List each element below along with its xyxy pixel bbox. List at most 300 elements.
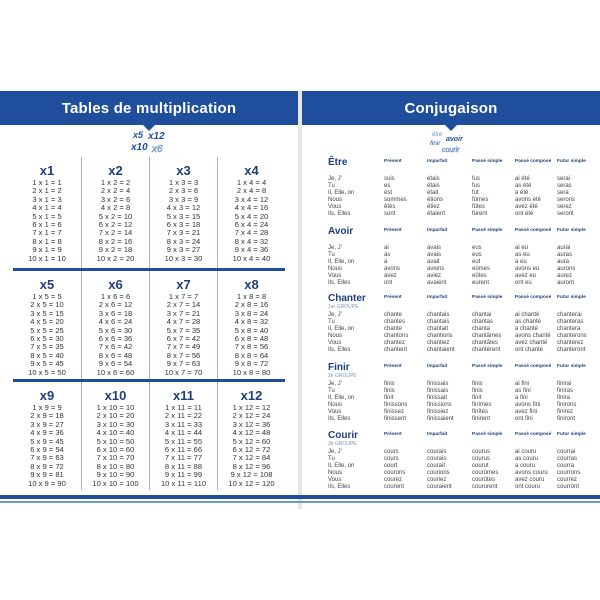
times-table-line: 2 x 3 = 6: [168, 186, 199, 196]
pronoun-column: [328, 381, 354, 423]
times-table-line: 6 x 10 = 60: [96, 445, 135, 455]
times-table-line: 6 x 3 = 18: [166, 220, 201, 230]
verb-form: courais: [427, 449, 447, 455]
verb-form: eut: [472, 259, 481, 265]
pronoun: Tu: [328, 319, 335, 325]
times-table-line: 9 x 7 = 63: [166, 359, 201, 369]
times-table: [81, 157, 149, 268]
tense-heading: Passé simple: [472, 295, 503, 300]
pronoun: Il, Elle, on: [328, 326, 355, 332]
verb-form: finissez: [384, 409, 405, 415]
times-table-line: 1 x 1 = 1: [32, 178, 62, 187]
pronoun: Ils, Elles: [328, 416, 351, 422]
times-table-heading: x6: [108, 277, 123, 292]
times-table-line: 5 x 1 = 5: [32, 211, 62, 221]
times-table-heading: x3: [176, 163, 191, 178]
times-table-heading: x2: [108, 163, 123, 178]
times-table-heading: x5: [39, 277, 55, 292]
times-table-line: 9 x 2 = 18: [98, 245, 133, 255]
times-table-line: 1 x 12 = 12: [232, 403, 271, 412]
times-table-line: 2 x 1 = 2: [32, 186, 62, 196]
doodle-x10: x10: [131, 142, 148, 153]
verb-form: fûtes: [472, 204, 486, 210]
verb-form: finissent: [384, 416, 407, 422]
times-table-line: 9 x 3 = 27: [166, 245, 201, 255]
times-table-line: 4 x 1 = 4: [32, 203, 62, 213]
times-table-line: 10 x 11 = 110: [160, 478, 207, 488]
tense-column: [557, 176, 575, 218]
verb-form: avons eu: [515, 266, 540, 272]
times-table-line: 7 x 1 = 7: [32, 228, 62, 238]
verb-form: coururent: [472, 484, 498, 490]
verb-form: avons chanté: [515, 333, 551, 339]
times-table-line: 7 x 7 = 49: [166, 342, 201, 352]
times-table-line: 1 x 4 = 4: [236, 178, 267, 187]
times-table-line: 5 x 12 = 60: [232, 436, 271, 446]
times-table-line: 4 x 4 = 16: [234, 203, 269, 213]
times-table-heading: x1: [39, 163, 55, 178]
verb-form: avez été: [515, 204, 538, 210]
doodle-courir: courir: [442, 147, 460, 154]
pronoun: Ils, Elles: [328, 280, 351, 286]
times-table-line: 1 x 5 = 5: [32, 292, 62, 301]
times-table-line: 8 x 3 = 24: [166, 236, 201, 246]
times-table-line: 7 x 8 = 56: [234, 342, 269, 352]
times-table-line: 4 x 2 = 8: [100, 203, 131, 213]
verb-form: étais: [427, 176, 440, 182]
times-table-line: 9 x 5 = 45: [30, 359, 64, 369]
times-table-line: 3 x 5 = 15: [30, 308, 64, 318]
verb-form: étions: [427, 197, 444, 203]
verb-form: est: [384, 190, 393, 196]
tense-heading: Présent: [384, 432, 402, 437]
times-table-line: 7 x 12 = 84: [232, 453, 271, 463]
verb-form: a chanté: [515, 326, 539, 332]
verb-form: avez couru: [515, 477, 545, 483]
times-table-line: 5 x 5 = 25: [30, 325, 64, 335]
pronoun: Je, J': [328, 176, 342, 182]
times-table-line: 6 x 4 = 24: [234, 220, 269, 230]
tense-column: [472, 449, 498, 491]
verb-form: ai fini: [515, 381, 530, 387]
times-table-line: 8 x 4 = 32: [234, 236, 269, 246]
times-table-heading: x10: [104, 388, 127, 403]
times-table-line: 3 x 2 = 6: [100, 194, 131, 204]
times-table-line: 9 x 12 = 108: [230, 470, 273, 480]
tense-heading: Présent: [384, 364, 402, 369]
tense-heading: Futur simple: [557, 228, 586, 233]
verb-form: ai chanté: [515, 312, 540, 318]
tense-column: [384, 176, 407, 218]
verb-form: fus: [472, 183, 481, 189]
verb-form: courut: [472, 463, 489, 469]
tense-column: [472, 381, 491, 423]
verb-form: finis: [384, 381, 395, 387]
tense-column: [515, 381, 540, 423]
verb-form: cours: [384, 449, 399, 455]
verb-form: avons fini: [515, 402, 541, 408]
times-table-line: 5 x 9 = 45: [30, 436, 64, 446]
tense-heading: Passé composé: [515, 159, 552, 164]
verb-form: avons été: [515, 197, 542, 203]
pronoun: Ils, Elles: [328, 484, 351, 490]
verb-form: serons: [557, 197, 576, 203]
pronoun: Vous: [328, 273, 342, 279]
verb-form: es: [384, 183, 391, 189]
verb-form: finis: [472, 388, 483, 394]
times-table-line: 6 x 5 = 30: [30, 334, 64, 344]
times-table-line: 5 x 11 = 55: [164, 436, 203, 446]
times-table-line: 3 x 12 = 36: [232, 419, 271, 429]
tense-heading: Passé composé: [515, 228, 552, 233]
times-table-line: 5 x 8 = 40: [234, 325, 269, 335]
tense-column: [427, 312, 455, 354]
times-table-line: 6 x 11 = 66: [164, 445, 203, 455]
times-table-line: 7 x 2 = 14: [98, 228, 133, 238]
times-table: [149, 271, 217, 379]
times-table: [149, 382, 217, 490]
verb-form: courûmes: [472, 470, 499, 476]
verb-form: finissiez: [427, 409, 449, 415]
tense-column: [384, 449, 405, 491]
pronoun: Vous: [328, 409, 342, 415]
verb-form: avez: [384, 273, 397, 279]
verb-form: suis: [384, 176, 395, 182]
pronoun: Je, J': [328, 312, 342, 318]
times-table-line: 3 x 7 = 21: [166, 308, 201, 318]
tense-heading: Passé composé: [515, 295, 552, 300]
verb-form: courez: [384, 477, 403, 483]
tense-heading: Futur simple: [557, 159, 586, 164]
times-table-line: 3 x 11 = 33: [164, 419, 203, 429]
times-table-heading: x7: [176, 277, 191, 292]
verb-form: finit: [472, 395, 482, 401]
pronoun: Nous: [328, 333, 343, 339]
verb-form: avez eu: [515, 273, 537, 279]
times-table-line: 10 x 8 = 80: [232, 367, 271, 377]
pronoun: Nous: [328, 266, 343, 272]
times-table-line: 7 x 3 = 21: [166, 228, 201, 238]
times-table-line: 1 x 2 = 2: [100, 178, 131, 187]
doodle-avoir: avoir: [446, 136, 463, 143]
multiplication-title: Tables de multiplication: [61, 100, 237, 117]
verb-form: ont eu: [515, 280, 532, 286]
verb-form: court: [384, 463, 398, 469]
tense-heading: Présent: [384, 295, 402, 300]
verb-name: Avoir: [328, 226, 354, 237]
times-table-line: 5 x 6 = 30: [98, 325, 133, 335]
verb-form: sommes: [384, 197, 407, 203]
pronoun: Il, Elle, on: [328, 463, 355, 469]
verb-form: chante: [384, 326, 403, 332]
tense-heading: Imparfait: [427, 364, 448, 369]
times-table-heading: x8: [244, 277, 259, 292]
verb-form: avons: [384, 266, 401, 272]
times-table-line: 4 x 7 = 28: [166, 317, 201, 327]
times-table-line: 2 x 6 = 12: [98, 300, 133, 310]
pronoun-column: [328, 245, 354, 287]
verb-form: chantera: [557, 326, 581, 332]
verb-form: finiras: [557, 388, 574, 394]
times-table-line: 8 x 5 = 40: [30, 350, 64, 360]
verb-form: finirez: [557, 409, 574, 415]
times-table-line: 4 x 11 = 44: [164, 428, 203, 438]
verb-group: 2e GROUPE: [328, 373, 357, 379]
times-table-line: 10 x 12 = 120: [228, 478, 275, 488]
verb-form: a été: [515, 190, 529, 196]
times-table-line: 5 x 10 = 50: [96, 436, 135, 446]
pronoun: Il, Elle, on: [328, 190, 355, 196]
verb-form: ai couru: [515, 449, 537, 455]
times-table-line: 4 x 6 = 24: [98, 317, 133, 327]
verb-form: a couru: [515, 463, 536, 469]
times-table-line: 10 x 6 = 60: [96, 367, 135, 377]
verb-group: 3e GROUPE: [328, 441, 357, 447]
times-table-line: 8 x 2 = 16: [98, 236, 133, 246]
verb-name: Être: [328, 157, 348, 168]
tense-heading: Passé simple: [472, 159, 503, 164]
tense-heading: Passé composé: [515, 364, 552, 369]
verb-name: Finir: [328, 362, 350, 373]
times-table-line: 6 x 7 = 42: [166, 334, 201, 344]
times-table-line: 4 x 12 = 48: [232, 428, 271, 438]
times-table-line: 10 x 5 = 50: [28, 367, 66, 377]
tense-column: [515, 245, 539, 287]
tense-heading: Futur simple: [557, 364, 586, 369]
verb-form: cours: [384, 456, 399, 462]
times-table-line: 7 x 6 = 42: [98, 342, 133, 352]
tense-column: [427, 449, 452, 491]
doodle-x6: x6: [152, 144, 163, 154]
verb-form: aurai: [557, 245, 571, 251]
verb-form: as été: [515, 183, 532, 189]
times-table-line: 3 x 4 = 12: [234, 194, 269, 204]
verb-form: finirent: [472, 416, 491, 422]
tense-heading: Présent: [384, 159, 402, 164]
tense-heading: Présent: [384, 228, 402, 233]
times-table-line: 3 x 8 = 24: [234, 308, 269, 318]
verb-form: a: [384, 259, 388, 265]
times-table-line: 9 x 9 = 81: [30, 470, 64, 480]
pronoun-column: [328, 449, 354, 491]
pronoun-column: [328, 176, 354, 218]
times-table-line: 10 x 1 = 10: [28, 253, 66, 263]
verb-form: chantas: [472, 319, 494, 325]
times-table-line: 4 x 10 = 40: [96, 428, 135, 438]
verb-form: chantons: [384, 333, 409, 339]
verb-form: chantaient: [427, 347, 455, 353]
tense-heading: Passé simple: [472, 432, 503, 437]
times-table-line: 6 x 9 = 54: [30, 445, 64, 455]
verb-form: avez fini: [515, 409, 538, 415]
verb-form: courûtes: [472, 477, 496, 483]
verb-form: chanterai: [557, 312, 582, 318]
verb-form: finissais: [427, 388, 449, 394]
verb-form: ai été: [515, 176, 530, 182]
times-table-line: 6 x 1 = 6: [32, 220, 62, 230]
doodle-x12: x12: [148, 131, 165, 142]
times-table-line: 8 x 11 = 88: [164, 461, 203, 471]
verb-form: finissons: [384, 402, 408, 408]
tense-heading: Passé composé: [515, 432, 552, 437]
verb-form: chanteras: [557, 319, 584, 325]
times-table-line: 7 x 9 = 63: [30, 453, 64, 463]
times-table-line: 2 x 5 = 10: [30, 300, 64, 310]
verb-form: serez: [557, 204, 572, 210]
tense-heading: Imparfait: [427, 159, 448, 164]
verb-form: auras: [557, 252, 573, 258]
verb-form: courent: [384, 484, 405, 490]
verb-form: courus: [472, 449, 491, 455]
tense-heading: Passé simple: [472, 364, 503, 369]
tense-column: [557, 449, 580, 491]
verb-form: avions: [427, 266, 445, 272]
verb-form: couraient: [427, 484, 452, 490]
verb-form: chanterons: [557, 333, 587, 339]
doodle-x5: x5: [133, 130, 144, 140]
verb-form: aviez: [427, 273, 442, 279]
times-table-line: 1 x 10 = 10: [96, 403, 135, 412]
tense-heading: Futur simple: [557, 432, 586, 437]
verb-form: étiez: [427, 204, 440, 210]
verb-form: avais: [427, 245, 442, 251]
times-table-line: 9 x 6 = 54: [98, 359, 133, 369]
tense-column: [384, 381, 407, 423]
times-table-line: 10 x 3 = 30: [164, 253, 203, 263]
verb-form: fûmes: [472, 197, 489, 203]
times-table-line: 2 x 8 = 16: [234, 300, 269, 310]
times-table-line: 10 x 7 = 70: [164, 367, 203, 377]
verb-form: chantent: [384, 347, 408, 353]
times-table-line: 5 x 3 = 15: [166, 211, 201, 221]
times-table-heading: x9: [39, 388, 55, 403]
times-table-line: 2 x 2 = 4: [100, 186, 131, 196]
pronoun: Tu: [328, 388, 335, 394]
verb-form: as chanté: [515, 319, 542, 325]
pronoun: Vous: [328, 477, 342, 483]
verb-form: courrez: [557, 477, 578, 483]
pronoun: Il, Elle, on: [328, 395, 355, 401]
verb-form: a eu: [515, 259, 527, 265]
verb-form: finîtes: [472, 409, 489, 415]
bottom-thin-line: [0, 501, 600, 503]
verb-form: chantiez: [427, 340, 450, 346]
verb-form: courrons: [557, 470, 581, 476]
verb-form: ai: [384, 245, 389, 251]
verb-form: eurent: [472, 280, 490, 286]
verb-form: courait: [427, 463, 446, 469]
verb-form: avez chanté: [515, 340, 548, 346]
verb-form: seras: [557, 183, 572, 189]
verb-form: chantais: [427, 312, 450, 318]
times-table-line: 3 x 1 = 3: [32, 194, 62, 204]
tense-column: [515, 449, 548, 491]
verb-form: courra: [557, 463, 575, 469]
verb-form: aurez: [557, 273, 573, 279]
multiplication-doodle: [130, 128, 174, 154]
times-table-line: 2 x 4 = 8: [236, 186, 267, 196]
times-table-line: 1 x 9 = 9: [32, 403, 62, 412]
times-table-line: 10 x 9 = 90: [28, 478, 66, 488]
times-table-line: 9 x 4 = 36: [234, 245, 269, 255]
times-table-line: 1 x 6 = 6: [100, 292, 131, 301]
verb-form: chante: [384, 312, 403, 318]
tense-column: [384, 312, 408, 354]
times-table-line: 10 x 2 = 20: [96, 253, 135, 263]
times-table-line: 6 x 2 = 12: [98, 220, 133, 230]
times-table: [81, 271, 149, 379]
times-table-line: 7 x 10 = 70: [96, 453, 135, 463]
verb-form: aura: [557, 259, 570, 265]
times-table-heading: x4: [244, 163, 259, 178]
times-table-line: 2 x 12 = 24: [232, 411, 271, 421]
verb-form: chantions: [427, 333, 453, 339]
times-table-line: 1 x 11 = 11: [165, 403, 202, 412]
tense-column: [427, 245, 446, 287]
verb-form: chantâmes: [472, 333, 502, 339]
doodle-etre: être: [432, 132, 443, 138]
verb-form: as eu: [515, 252, 530, 258]
pronoun: Je, J': [328, 245, 342, 251]
times-table-line: 7 x 5 = 35: [30, 342, 64, 352]
pronoun: Ils, Elles: [328, 211, 351, 217]
times-table: [13, 271, 81, 379]
verb-form: courras: [557, 456, 578, 462]
verb-group: 1er GROUPE: [328, 304, 359, 310]
verb-form: ont fini: [515, 416, 533, 422]
pronoun: Je, J': [328, 381, 342, 387]
times-table: [217, 271, 285, 379]
tense-heading: Imparfait: [427, 295, 448, 300]
times-table-line: 8 x 1 = 8: [32, 236, 62, 246]
pronoun: Nous: [328, 470, 343, 476]
times-table-line: 8 x 10 = 80: [96, 461, 135, 471]
verb-form: courus: [472, 456, 491, 462]
times-table-line: 9 x 10 = 90: [96, 470, 135, 480]
pronoun: Vous: [328, 204, 342, 210]
times-table-line: 8 x 12 = 96: [232, 461, 271, 471]
verb-form: avait: [427, 259, 440, 265]
times-table-line: 9 x 8 = 72: [234, 359, 269, 369]
times-table-line: 5 x 4 = 20: [234, 211, 269, 221]
verb-form: avais: [427, 252, 442, 258]
times-table-line: 6 x 8 = 48: [234, 334, 269, 344]
tense-column: [384, 245, 400, 287]
verb-form: chanteront: [557, 347, 586, 353]
verb-form: finissais: [427, 381, 449, 387]
verb-form: courrai: [557, 449, 576, 455]
verb-form: as: [384, 252, 391, 258]
pronoun: Ils, Elles: [328, 347, 351, 353]
times-table-line: 6 x 6 = 36: [98, 334, 133, 344]
verb-form: eûtes: [472, 273, 487, 279]
verb-form: finirons: [557, 402, 577, 408]
times-table-line: 3 x 6 = 18: [98, 308, 133, 318]
verb-form: courais: [427, 456, 447, 462]
pronoun: Tu: [328, 252, 335, 258]
tense-column: [427, 176, 445, 218]
verb-form: as couru: [515, 456, 539, 462]
tense-column: [472, 312, 501, 354]
verb-form: finîmes: [472, 402, 492, 408]
tense-column: [472, 176, 488, 218]
verb-form: courront: [557, 484, 580, 490]
times-table-line: 5 x 7 = 35: [166, 325, 201, 335]
verb-form: chanterez: [557, 340, 584, 346]
times-table-line: 3 x 10 = 30: [96, 419, 135, 429]
verb-form: fus: [472, 176, 481, 182]
times-table-line: 9 x 11 = 99: [164, 470, 203, 480]
